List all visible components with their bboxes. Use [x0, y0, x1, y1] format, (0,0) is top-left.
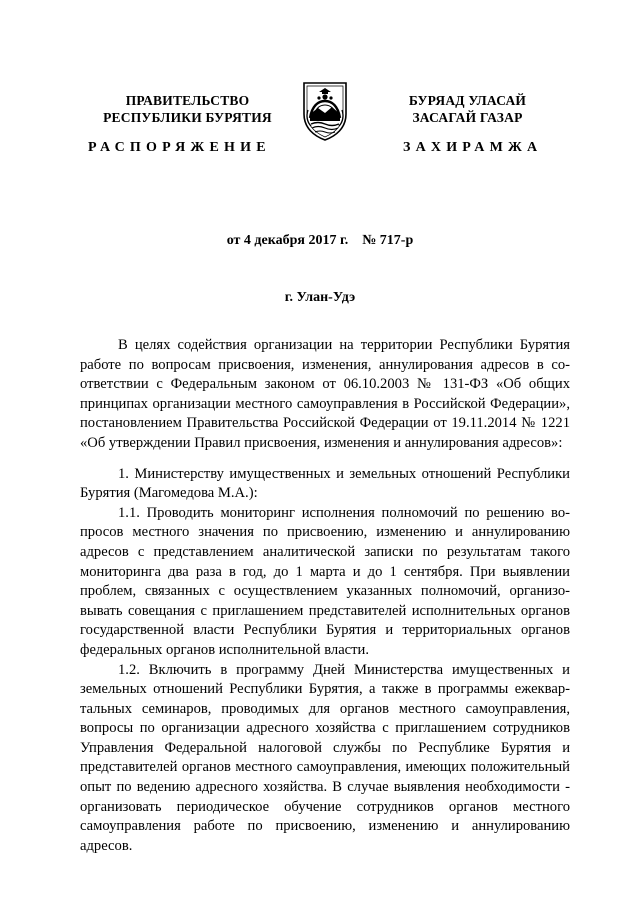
document-type-russian: РАСПОРЯЖЕНИЕ — [88, 140, 271, 155]
document-number: № 717-р — [362, 233, 414, 248]
document-type-buryat: ЗАХИРАМЖА — [403, 140, 543, 155]
government-name-buryat-line-2: ЗАСАГАЙ ГАЗАР — [412, 110, 523, 125]
document-body — [80, 336, 570, 856]
clause-1-2-paragraph: 1.2. Включить в программу Дней Министерства имущественных и земельных отношений Республики Бурятия, а также в программы ежеквартальных семинаров, проводимых для органов местного самоуправления, вопросы по организации адресного хозяйства с приглашением сотрудников Управления Федеральной налоговой службы по Республике Бурятия и представителей органов местного самоуправления, имеющих положительный опыт по ведению адресного хозяйства. В случае выявления необходимости - организовать периодическое обучение сотрудников органов местного самоуправления работе по присвоению, изменению и аннулированию адресов. — [80, 661, 570, 854]
coat-of-arms-icon — [300, 80, 350, 142]
government-name-line-1: ПРАВИТЕЛЬСТВО — [125, 93, 250, 108]
government-name-line-2: РЕСПУБЛИКИ БУРЯТИЯ — [103, 110, 272, 125]
government-name-russian — [95, 92, 280, 126]
document-city: г. Улан-Удэ — [284, 290, 356, 305]
preamble-paragraph: В целях содействия организации на территории Республики Бурятия работе по вопросам присвоения, изменения, аннулирования адресов в соответствии с Федеральным законом от 06.10.2003 № 131-ФЗ «Об общих принципах организации местного самоуправления в Российской Федерации», постановлением Правительства Российской Федерации от 19.11.2014 № 1221 «Об утверждении Правил присвоения, изменения и аннулирования адресов»: — [80, 337, 570, 451]
document-dateline — [0, 233, 640, 249]
government-name-buryat-line-1: БУРЯАД УЛАСАЙ — [408, 93, 527, 108]
document-date: от 4 декабря 2017 г. — [226, 233, 349, 248]
government-name-buryat — [380, 92, 555, 126]
clause-1-paragraph: 1. Министерству имущественных и земельных отношений Республики Бурятия (Магомедова М.А.): — [80, 465, 570, 502]
clause-1-1-paragraph: 1.1. Проводить мониторинг исполнения полномочий по решению вопросов местного значения по присвоению, изменению и аннулированию адресов с представлением аналитической записки по результатам такого мониторинга два раза в год, до 1 марта и до 1 сентября. При выявлении проблем, связанных с осуществлением указанных полномочий, организовывать совещания с приглашением представителей исполнительных органов государственной власти Республики Бурятия и территориальных органов федеральных органов исполнительной власти. — [80, 504, 570, 658]
